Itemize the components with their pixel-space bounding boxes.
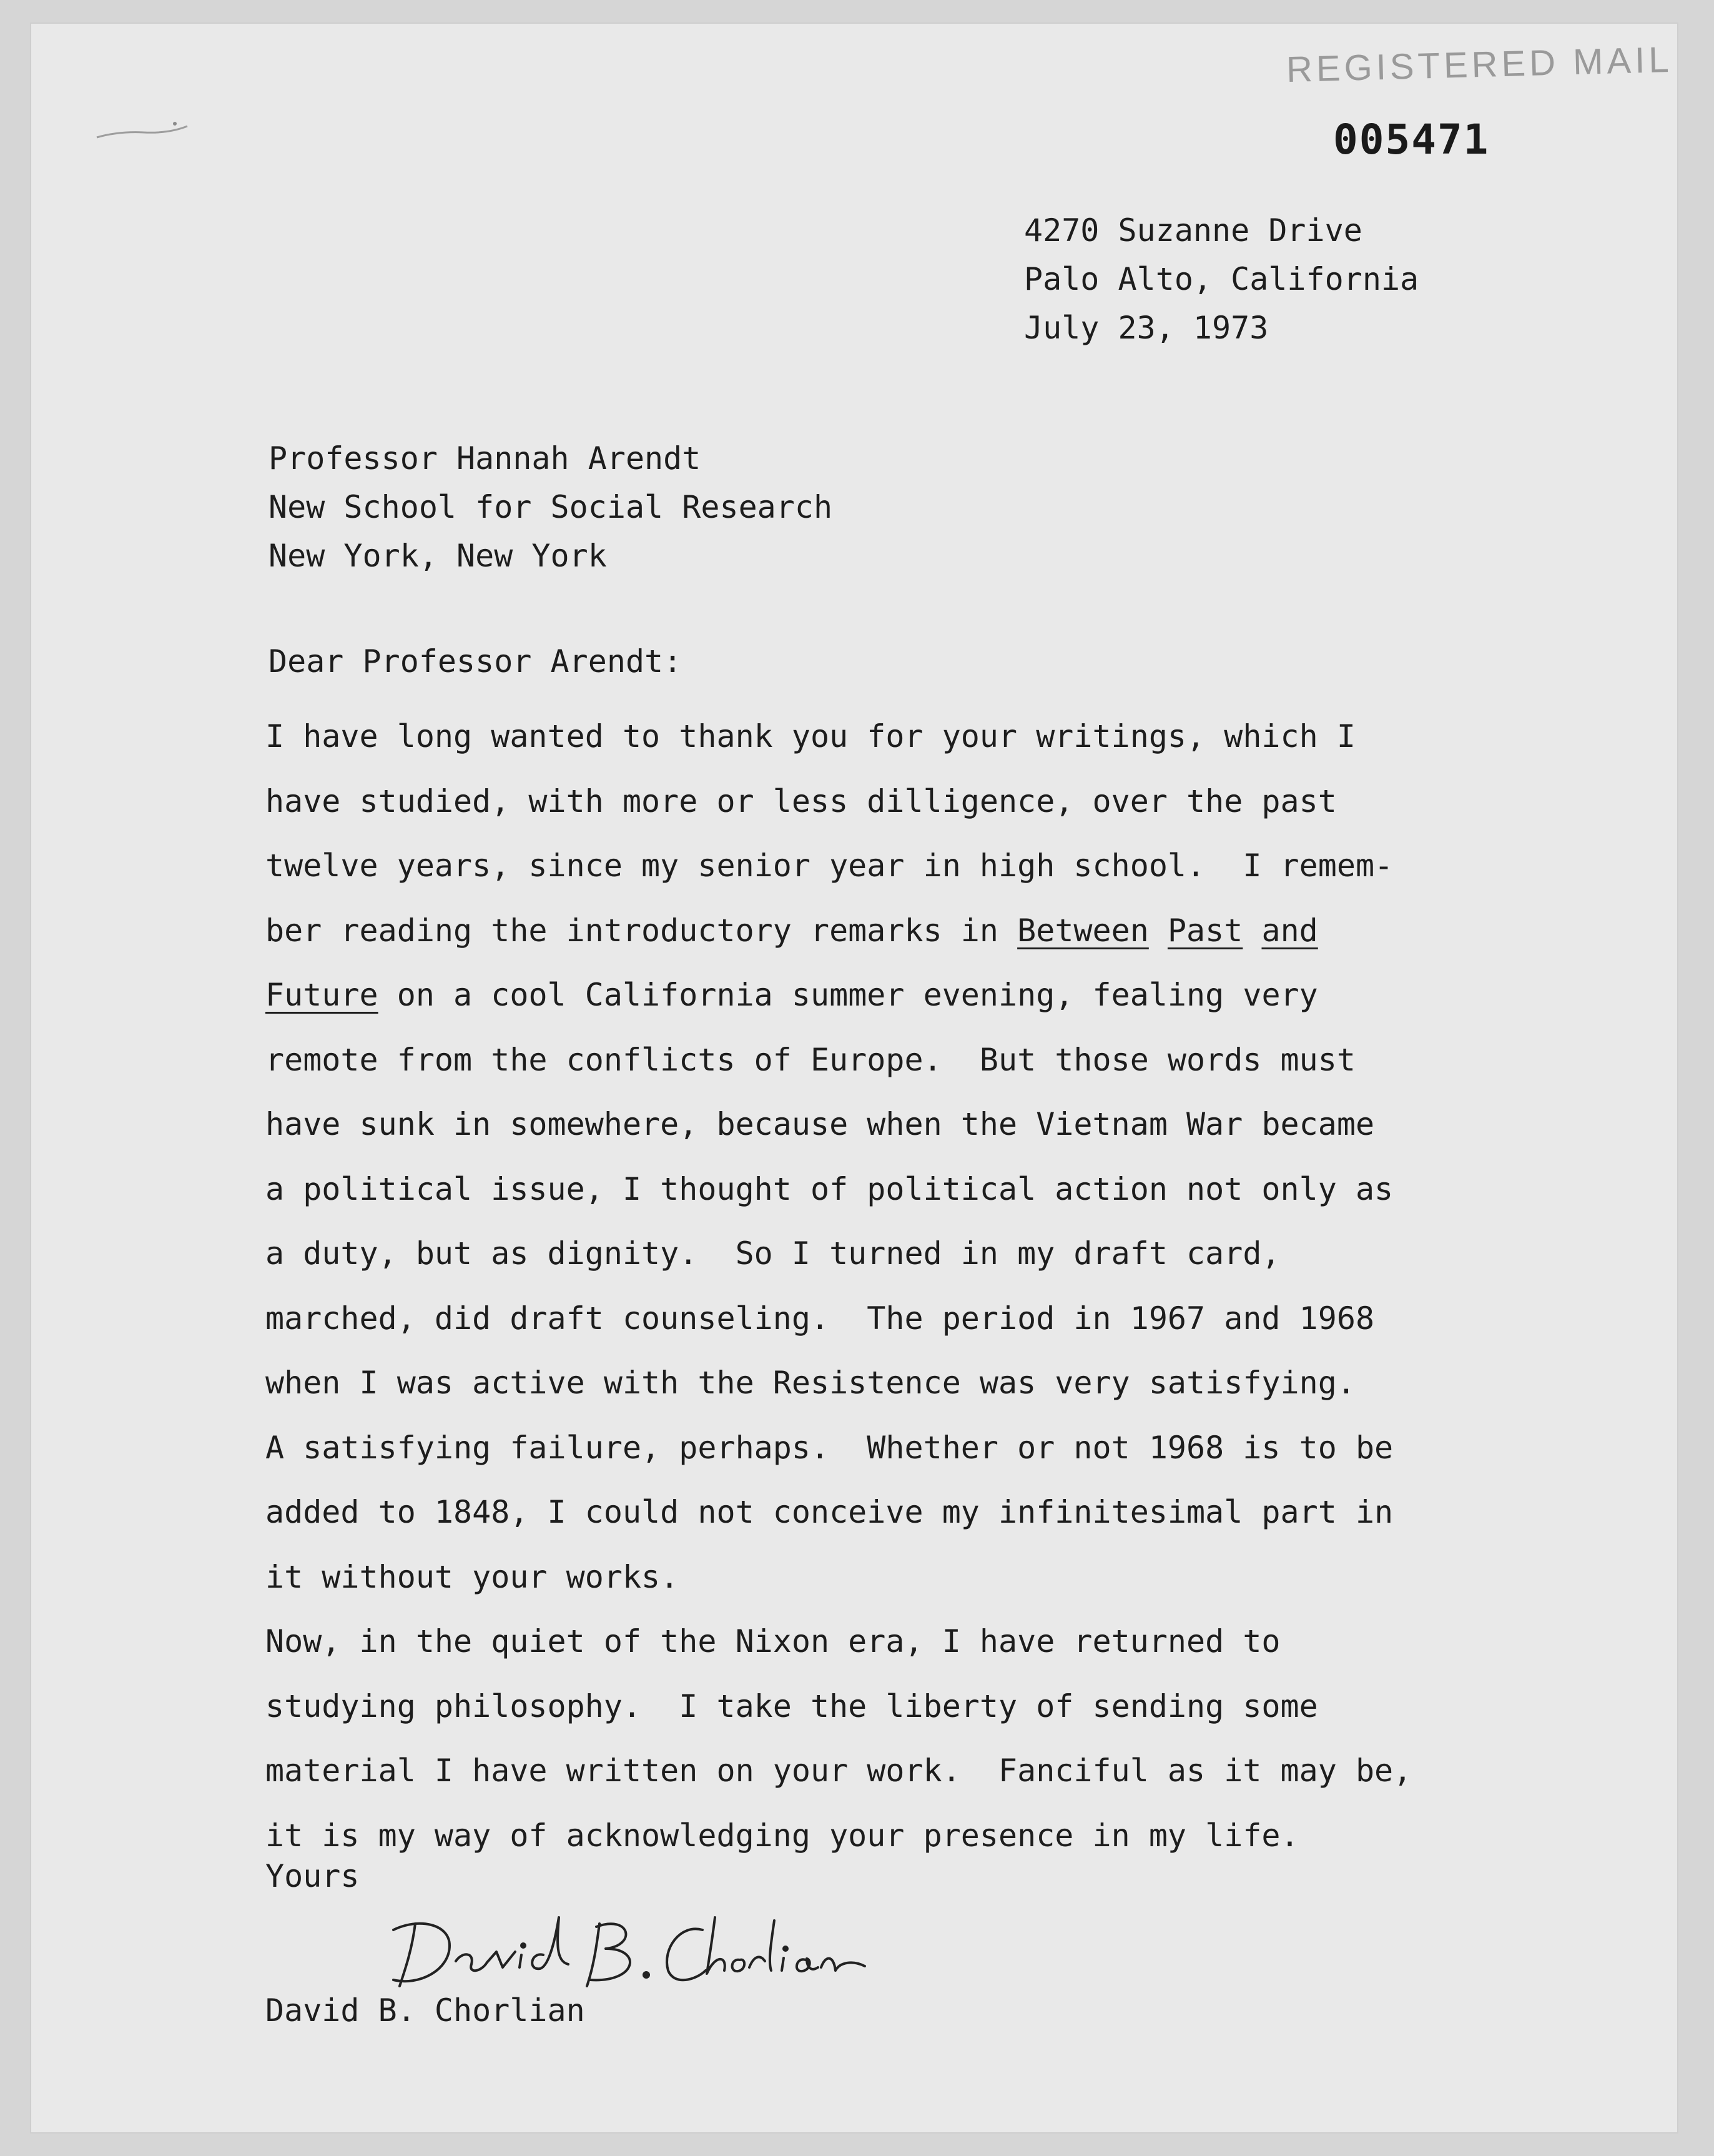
body-text-segment: ber reading the introductory remarks in — [265, 912, 1018, 949]
body-line: material I have written on your work. Fanciful as it may be, — [265, 1753, 1412, 1789]
body-line: a political issue, I thought of political action not only as — [265, 1170, 1394, 1207]
body-line: studying philosophy. I take the liberty of sending some — [265, 1688, 1318, 1724]
letter-body — [265, 705, 1514, 1868]
body-line: Now, in the quiet of the Nixon era, I have returned to — [265, 1623, 1281, 1659]
salutation: Dear Professor Arendt: — [268, 643, 682, 680]
body-line: have sunk in somewhere, because when the Vietnam War became — [265, 1106, 1375, 1142]
handwritten-signature — [381, 1892, 880, 1999]
book-title-word: Between — [1017, 912, 1149, 949]
body-line: A satisfying failure, perhaps. Whether or not 1968 is to be — [265, 1429, 1394, 1466]
street-line: 4270 Suzanne Drive — [1024, 212, 1362, 249]
body-line: have studied, with more or less dilligence, over the past — [265, 783, 1337, 819]
document-number: 005471 — [1333, 116, 1490, 164]
recipient-address — [268, 434, 832, 580]
typed-signature-name: David B. Chorlian — [265, 1992, 585, 2029]
body-line: it is my way of acknowledging your presence in my life. — [265, 1817, 1299, 1854]
book-title-word: Past — [1167, 912, 1243, 949]
body-line — [265, 899, 1514, 964]
recipient-city: New York, New York — [268, 538, 607, 574]
book-title-word: Future — [265, 977, 378, 1013]
body-line: a duty, but as dignity. So I turned in my draft card, — [265, 1235, 1281, 1272]
body-line: it without your works. — [265, 1558, 679, 1595]
return-address — [1024, 206, 1419, 352]
recipient-institution: New School for Social Research — [268, 489, 833, 525]
body-text-segment: on a cool California summer evening, fealing very — [378, 977, 1318, 1013]
body-line — [265, 963, 1514, 1028]
body-line: marched, did draft counseling. The period in 1967 and 1968 — [265, 1300, 1375, 1337]
city-line: Palo Alto, California — [1024, 261, 1419, 297]
closing: Yours — [265, 1858, 360, 1894]
book-title-word: and — [1261, 912, 1318, 949]
body-line: added to 1848, I could not conceive my infinitesimal part in — [265, 1494, 1394, 1530]
registered-mail-note: REGISTERED MAIL — [1286, 39, 1673, 91]
body-line: when I was active with the Resistence was very satisfying. — [265, 1365, 1356, 1401]
body-line: I have long wanted to thank you for your writings, which I — [265, 718, 1356, 754]
body-line: remote from the conflicts of Europe. But those words must — [265, 1041, 1356, 1078]
paper-mark — [94, 119, 194, 144]
date-line: July 23, 1973 — [1024, 310, 1269, 346]
body-line: twelve years, since my senior year in high school. I remem- — [265, 848, 1394, 884]
recipient-name: Professor Hannah Arendt — [268, 440, 701, 477]
